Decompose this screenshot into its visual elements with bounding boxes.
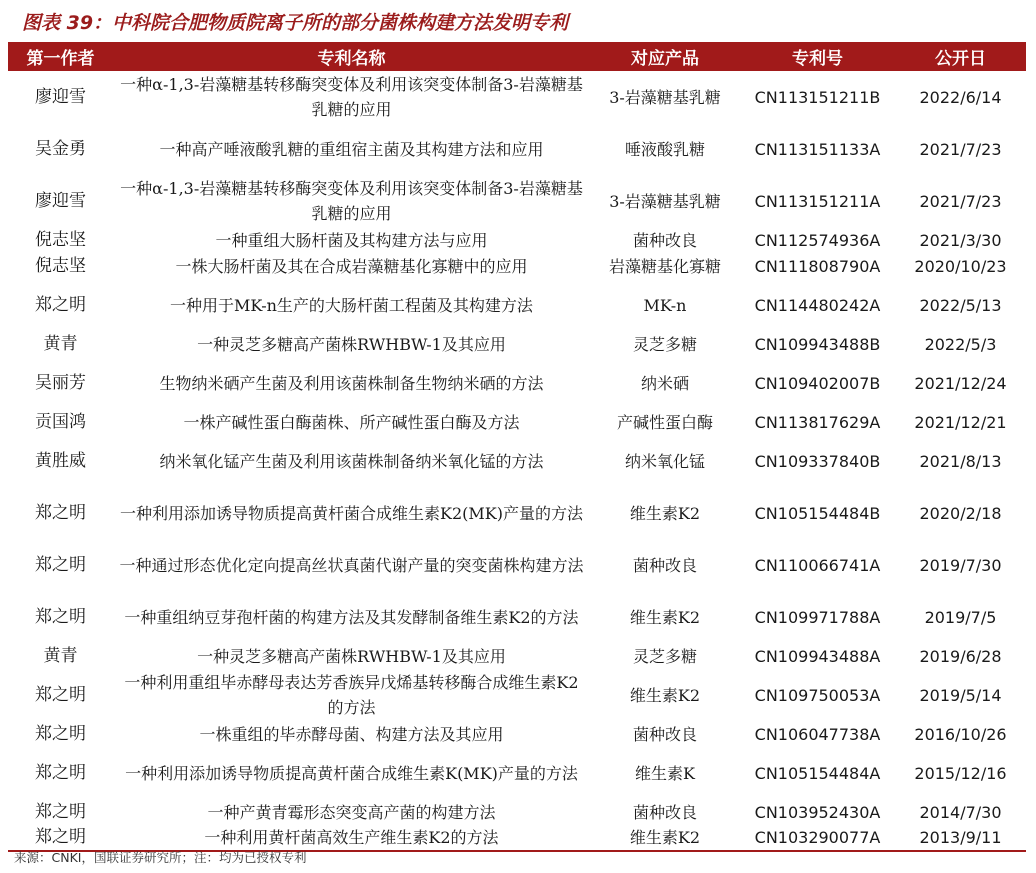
author-cell: 郑之明 (35, 554, 86, 575)
table-row (8, 643, 1026, 669)
patent-number-cell: CN114480242A (754, 295, 881, 315)
table-row (8, 123, 1026, 175)
table-row (8, 487, 1026, 539)
patent-name-cell: 一种重组大肠杆菌及其构建方法与应用 (215, 230, 488, 250)
patent-name-cell: 一种利用添加诱导物质提高黄杆菌合成维生素K2(MK)产量的方法 (120, 503, 583, 523)
patent-name-cell: 一种α-1,3-岩藻糖基转移酶突变体及利用该突变体制备3-岩藻糖基乳糖的应用 (120, 75, 583, 119)
publish-date-cell: 2022/5/13 (919, 295, 1002, 315)
publish-date-cell: 2021/12/21 (914, 412, 1007, 432)
product-cell: 维生素K (635, 763, 695, 783)
publish-date-cell: 2014/7/30 (919, 802, 1002, 822)
table-row (8, 747, 1026, 799)
product-cell: 纳米氧化锰 (624, 451, 705, 471)
table-row (8, 331, 1026, 357)
column-header-product: 对应产品 (631, 49, 699, 69)
product-cell: 3-岩藻糖基乳糖 (609, 191, 721, 211)
table-row (8, 253, 1026, 279)
author-cell: 倪志坚 (35, 229, 86, 250)
table-row (8, 409, 1026, 435)
author-cell: 廖迎雪 (35, 86, 86, 107)
product-cell: 菌种改良 (632, 802, 697, 822)
table-body (8, 71, 1026, 851)
patent-number-cell: CN109402007B (754, 373, 881, 393)
product-cell: 菌种改良 (632, 724, 697, 744)
author-cell: 黄胜威 (35, 450, 86, 471)
product-cell: 维生素K2 (629, 685, 701, 705)
author-cell: 郑之明 (35, 723, 86, 744)
patent-number-cell: CN113817629A (754, 412, 881, 432)
patent-name-cell: 一种灵芝多糖高产菌株RWHBW-1及其应用 (197, 646, 506, 666)
product-cell: MK-n (643, 295, 687, 315)
column-header-patent-number: 专利号 (792, 49, 843, 69)
patent-name-cell: 一种灵芝多糖高产菌株RWHBW-1及其应用 (197, 334, 506, 354)
product-cell: 维生素K2 (590, 825, 740, 851)
patent-table (8, 42, 1026, 852)
table-row (8, 799, 1026, 825)
column-header-publish-date: 公开日 (935, 49, 986, 69)
author-cell: 郑之明 (35, 502, 86, 523)
table-row (8, 279, 1026, 331)
publish-date-cell: 2019/5/14 (919, 685, 1002, 705)
author-cell: 郑之明 (35, 684, 86, 705)
patent-number-cell: CN113151133A (754, 139, 881, 159)
author-cell: 郑之明 (35, 762, 86, 783)
patent-number-cell: CN103290077A (740, 825, 895, 851)
patent-number-cell: CN111808790A (754, 256, 881, 276)
table-row (8, 175, 1026, 227)
publish-date-cell: 2021/12/24 (914, 373, 1007, 393)
product-cell: 唾液酸乳糖 (624, 139, 705, 159)
patent-number-cell: CN109337840B (754, 451, 881, 471)
patent-number-cell: CN109943488B (754, 334, 881, 354)
author-cell: 黄青 (43, 333, 78, 354)
publish-date-cell: 2020/2/18 (919, 503, 1002, 523)
author-cell: 郑之明 (35, 294, 86, 315)
patent-name-cell: 一株大肠杆菌及其在合成岩藻糖基化寡糖中的应用 (175, 256, 528, 276)
patent-name-cell: 生物纳米硒产生菌及利用该菌株制备生物纳米硒的方法 (159, 373, 544, 393)
patent-name-cell: 一种通过形态优化定向提高丝状真菌代谢产量的突变菌株构建方法 (119, 555, 584, 575)
author-cell: 贡国鸿 (35, 411, 86, 432)
publish-date-cell: 2021/8/13 (919, 451, 1002, 471)
publish-date-cell: 2021/7/23 (919, 191, 1002, 211)
publish-date-cell: 2022/6/14 (919, 87, 1002, 107)
author-cell: 廖迎雪 (35, 190, 86, 211)
table-row (8, 721, 1026, 747)
product-cell: 菌种改良 (632, 555, 697, 575)
patent-name-cell: 纳米氧化锰产生菌及利用该菌株制备纳米氧化锰的方法 (159, 451, 544, 471)
product-cell: 维生素K2 (629, 503, 701, 523)
table-row (8, 71, 1026, 123)
publish-date-cell: 2019/6/28 (919, 646, 1002, 666)
product-cell: 3-岩藻糖基乳糖 (609, 87, 721, 107)
publish-date-cell: 2013/9/11 (895, 825, 1026, 851)
patent-number-cell: CN109971788A (754, 607, 881, 627)
patent-name-cell: 一种利用添加诱导物质提高黄杆菌合成维生素K(MK)产量的方法 (125, 763, 578, 783)
patent-number-cell: CN105154484B (754, 503, 881, 523)
author-cell: 吴金勇 (35, 138, 86, 159)
table-row (8, 357, 1026, 409)
patent-number-cell: CN113151211B (754, 87, 881, 107)
source-note: 来源：CNKI，国联证券研究所；注：均为已授权专利 (14, 850, 307, 865)
column-header-author: 第一作者 (26, 49, 95, 69)
product-cell: 岩藻糖基化寡糖 (608, 256, 721, 276)
product-cell: 维生素K2 (629, 607, 701, 627)
table-row (8, 227, 1026, 253)
table-row (8, 669, 1026, 721)
patent-number-cell: CN109943488A (754, 646, 881, 666)
patent-number-cell: CN106047738A (754, 724, 881, 744)
table-row (8, 591, 1026, 643)
author-cell: 吴丽芳 (35, 372, 86, 393)
publish-date-cell: 2016/10/26 (914, 724, 1007, 744)
patent-name-cell: 一种产黄青霉形态突变高产菌的构建方法 (207, 802, 496, 822)
author-cell: 黄青 (43, 645, 78, 666)
publish-date-cell: 2019/7/5 (924, 607, 997, 627)
publish-date-cell: 2022/5/3 (924, 334, 997, 354)
column-header-patent-name: 专利名称 (317, 49, 386, 69)
patent-number-cell: CN103952430A (754, 802, 881, 822)
publish-date-cell: 2021/7/23 (919, 139, 1002, 159)
product-cell: 产碱性蛋白酶 (616, 412, 713, 432)
patent-number-cell: CN105154484A (754, 763, 881, 783)
patent-number-cell: CN110066741A (754, 555, 881, 575)
patent-name-cell: 一种用于MK-n生产的大肠杆菌工程菌及其构建方法 (170, 295, 533, 315)
patent-name-cell: 一种利用黄杆菌高效生产维生素K2的方法 (113, 825, 590, 851)
publish-date-cell: 2015/12/16 (914, 763, 1007, 783)
product-cell: 菌种改良 (632, 230, 697, 250)
publish-date-cell: 2021/3/30 (919, 230, 1002, 250)
author-cell: 郑之明 (8, 825, 113, 851)
table-header-row (8, 42, 1026, 71)
patent-number-cell: CN112574936A (754, 230, 881, 250)
patent-number-cell: CN109750053A (754, 685, 881, 705)
table-row (8, 539, 1026, 591)
patent-name-cell: 一株重组的毕赤酵母菌、构建方法及其应用 (199, 724, 504, 744)
publish-date-cell: 2020/10/23 (914, 256, 1007, 276)
patent-name-cell: 一株产碱性蛋白酶菌株、所产碱性蛋白酶及方法 (183, 412, 520, 432)
patent-number-cell: CN113151211A (754, 191, 881, 211)
product-cell: 灵芝多糖 (632, 646, 697, 666)
author-cell: 倪志坚 (35, 255, 86, 276)
figure-title: 图表 39：中科院合肥物质院离子所的部分菌株构建方法发明专利 (22, 12, 569, 34)
table-row (8, 435, 1026, 487)
patent-name-cell: 一种α-1,3-岩藻糖基转移酶突变体及利用该突变体制备3-岩藻糖基乳糖的应用 (120, 179, 583, 223)
product-cell: 灵芝多糖 (632, 334, 697, 354)
author-cell: 郑之明 (35, 801, 86, 822)
publish-date-cell: 2019/7/30 (919, 555, 1002, 575)
patent-name-cell: 一种高产唾液酸乳糖的重组宿主菌及其构建方法和应用 (159, 139, 544, 159)
patent-name-cell: 一种利用重组毕赤酵母表达芳香族异戊烯基转移酶合成维生素K2的方法 (124, 673, 579, 717)
patent-name-cell: 一种重组纳豆芽孢杆菌的构建方法及其发酵制备维生素K2的方法 (124, 607, 579, 627)
author-cell: 郑之明 (35, 606, 86, 627)
product-cell: 纳米硒 (640, 373, 689, 393)
